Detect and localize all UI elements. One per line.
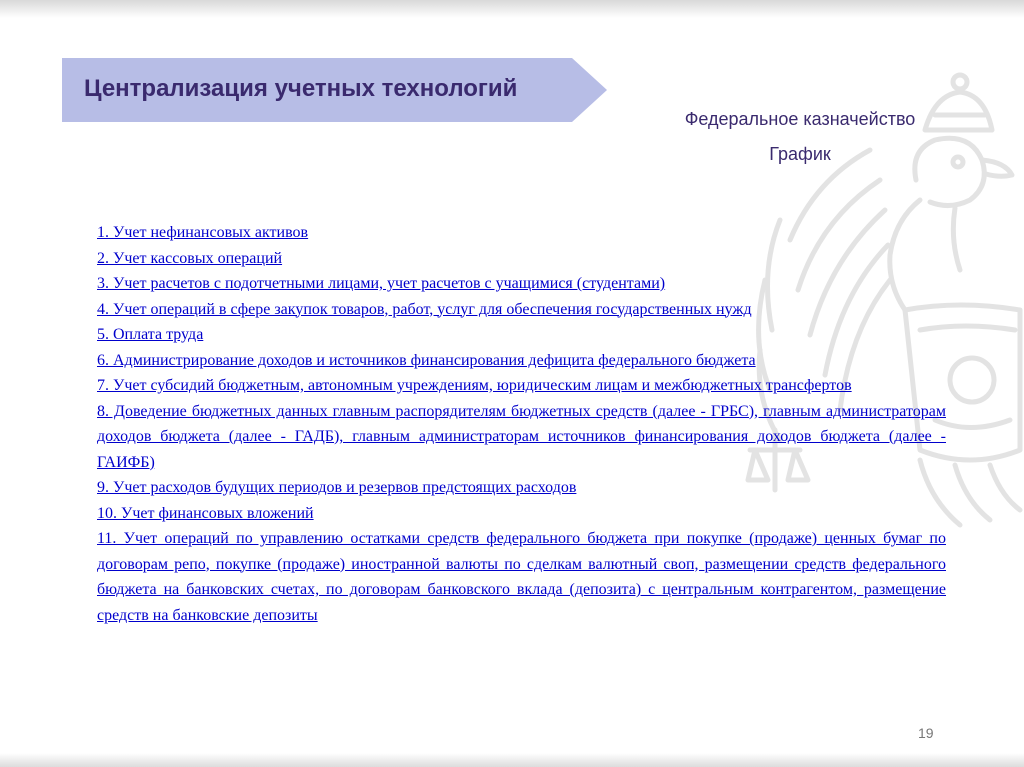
organization-block [600, 102, 1000, 172]
list-item-link[interactable]: 10. Учет финансовых вложений [97, 504, 314, 522]
list-item-link[interactable]: 1. Учет нефинансовых активов [97, 224, 309, 241]
list-item-link[interactable]: 3. Учет расчетов с подотчетными лицами, учет расчетов с учащимися (студентами) [97, 275, 666, 292]
list-item-link[interactable]: 9. Учет расходов будущих периодов и резервов предстоящих расходов [97, 479, 577, 496]
list-item-link[interactable]: 4. Учет операций в сфере закупок товаров, работ, услуг для обеспечения государственных нужд [97, 300, 752, 318]
list-item-link[interactable]: 11. Учет операций по управлению остатками средств федерального бюджета при покупке (продаже) ценных бумаг по договорам репо, покупке (продаже) иностранной валюты по сделкам валютный своп, размещении средств федерального бюджета на банковских счетах, по договорам банковского вклада (депозита) с центральным контрагентом, размещение средств на банковские депозиты [97, 530, 946, 624]
list-item-link[interactable]: 6. Администрирование доходов и источников финансирования дефицита федерального бюджета [97, 351, 756, 369]
list-item-link[interactable]: 2. Учет кассовых операций [97, 249, 283, 267]
organization-name: Федеральное казначейство [684, 109, 916, 129]
list-item-link[interactable]: 7. Учет субсидий бюджетным, автономным учреждениям, юридическим лицам и межбюджетных трансфертов [97, 377, 852, 394]
slide-title: Централизация учетных технологий [84, 75, 518, 102]
slide-top-shade [0, 0, 1024, 18]
title-banner [62, 58, 607, 122]
slide-subtitle: График [769, 144, 831, 164]
list-item-link[interactable]: 8. Доведение бюджетных данных главным распорядителям бюджетных средств (далее - ГРБС), главным администраторам доходов бюджета (далее - ГАДБ), главным администраторам источников финансирования доходов бюджета (далее - ГАИФБ) [97, 402, 946, 471]
list-item-link[interactable]: 5. Оплата труда [97, 326, 204, 343]
slide-bottom-shade [0, 753, 1024, 767]
item-list [97, 220, 946, 628]
page-number: 19 [918, 725, 934, 741]
